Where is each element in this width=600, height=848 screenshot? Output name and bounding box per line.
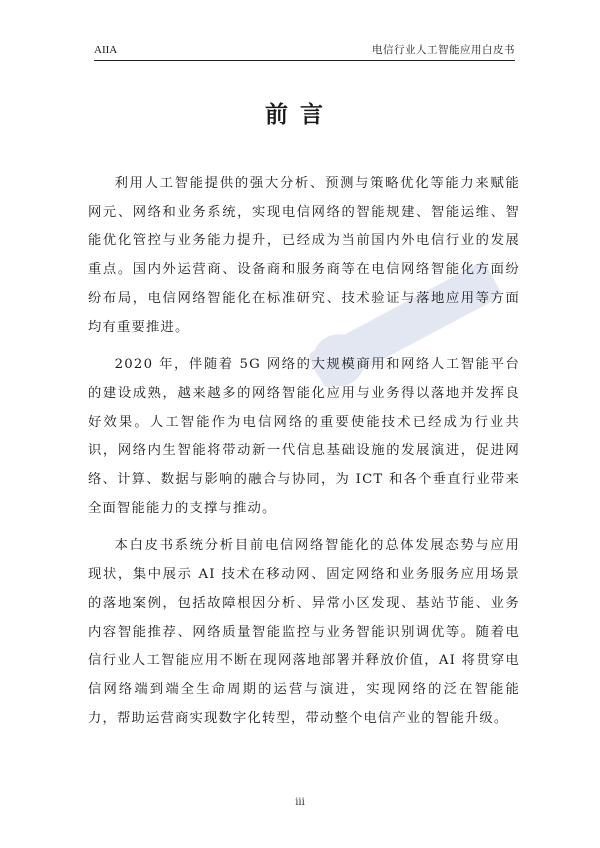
- page-number: iii: [295, 797, 305, 808]
- page-header: [94, 42, 515, 61]
- header-org: AIIA: [94, 44, 118, 56]
- paragraph: 利用人工智能提供的强大分析、预测与策略优化等能力来赋能网元、网络和业务系统，实现电信网络的智能规建、智能运维、智能优化管控与业务能力提升，已经成为当前国内外电信行业的发展重点。国内外运营商、设备商和服务商等在电信网络智能化方面纷纷布局，电信网络智能化在标准研究、技术验证与落地应用等方面均有重要推进。: [88, 176, 520, 335]
- body-text: [88, 170, 520, 742]
- paragraph: 2020 年，伴随着 5G 网络的大规模商用和网络人工智能平台的建设成熟，越来越多的网络智能化应用与业务得以落地并发挥良好效果。人工智能作为电信网络的重要使能技术已经成为行业共识，网络内生智能将带动新一代信息基础设施的发展演进，促进网络、计算、数据与影响的融合与协同，为 ICT 和各个垂直行业带来全面智能能力的支撑与推动。: [88, 357, 520, 516]
- page-title: 前言: [265, 102, 335, 128]
- header-doc-title: 电信行业人工智能应用白皮书: [372, 44, 515, 56]
- paragraph: 本白皮书系统分析目前电信网络智能化的总体发展态势与应用现状，集中展示 AI 技术在移动网、固定网络和业务服务应用场景的落地案例，包括故障根因分析、异常小区发现、基站节能、业务内容智能推荐、网络质量智能监控与业务智能识别调优等。随着电信行业人工智能应用不断在现网落地部署并释放价值，AI 将贯穿电信网络端到端全生命周期的运营与演进，实现网络的泛在智能能力，帮助运营商实现数字化转型，带动整个电信产业的智能升级。: [88, 538, 520, 726]
